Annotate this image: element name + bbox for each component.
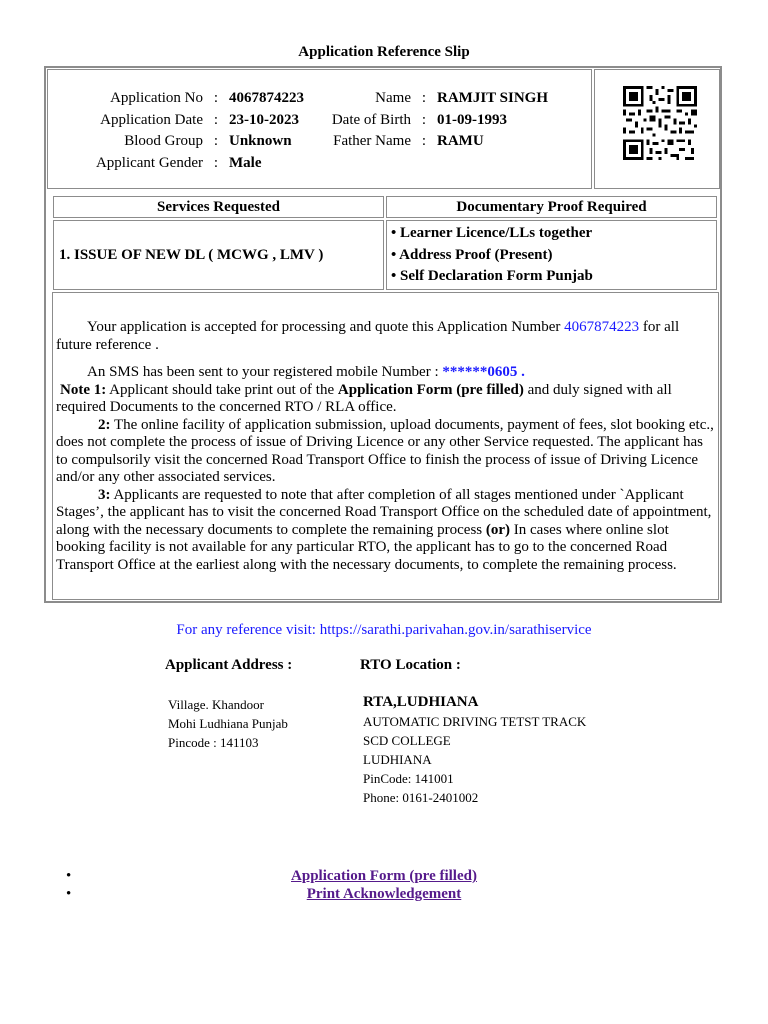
proof-header: Documentary Proof Required [386, 196, 717, 218]
applicant-info-left [48, 88, 304, 174]
address-line: Mohi Ludhiana Punjab [168, 716, 288, 731]
rto-line: Phone: 0161-2401002 [363, 790, 479, 805]
note1-label: Note 1: [60, 381, 107, 398]
note3-or: (or) [485, 521, 511, 538]
proof-item: • Learner Licence/LLs together [391, 225, 593, 241]
qr-code-icon [623, 86, 697, 160]
applicant-address [168, 695, 288, 752]
colon: : [421, 133, 427, 149]
slip-container [44, 66, 722, 603]
action-links [0, 868, 768, 904]
address-line: Village. Khandoor [168, 697, 264, 712]
gender-value: Male [229, 154, 262, 171]
father-name-label: Father Name [333, 133, 411, 149]
gender-label: Applicant Gender [95, 154, 203, 171]
service-requested: 1. ISSUE OF NEW DL ( MCWG , LMV ) [53, 220, 384, 290]
note1-paragraph [56, 382, 716, 417]
services-table [51, 192, 719, 290]
applicant-info-box [47, 69, 592, 189]
colon: : [213, 154, 219, 171]
rto-location-title: RTO Location : [360, 657, 461, 673]
message-box [52, 292, 719, 600]
note2-text: The online facility of application submission, upload documents, payment of fees, slot booking etc., does not complete the process of issue of Driving Licence or any other Service requested. The applicant has to compulsorily visit the concerned Road Transport Office to finish the process of issue of Driving Licence and/or any other associated services. [56, 416, 714, 485]
name-label: Name [375, 90, 411, 106]
services-header: Services Requested [53, 196, 384, 218]
colon: : [213, 90, 219, 106]
application-no-label: Application No [110, 90, 203, 106]
note1-text: Applicant should take print out of the [109, 381, 335, 398]
dob-value: 01-09-1993 [437, 111, 507, 128]
acceptance-text: Your application is accepted for processing and quote this Application Number [87, 319, 561, 335]
sms-number: ******0605 . [442, 364, 525, 380]
colon: : [421, 90, 427, 106]
rto-line: AUTOMATIC DRIVING TETST TRACK [363, 714, 587, 729]
page-title: Application Reference Slip [298, 44, 470, 60]
applicant-address-title: Applicant Address : [165, 657, 293, 673]
application-date-label: Application Date [100, 111, 203, 128]
sms-text: An SMS has been sent to your registered mobile Number : [87, 364, 439, 380]
application-no-value: 4067874223 [229, 90, 304, 106]
note1-tail: and duly signed with all required Documents to the concerned RTO / RLA office. [56, 381, 672, 415]
rto-line: SCD COLLEGE [363, 733, 451, 748]
note2-paragraph [56, 417, 716, 487]
qr-box [594, 69, 720, 189]
blood-group-label: Blood Group [124, 133, 203, 149]
print-acknowledgement-link[interactable]: Print Acknowledgement [306, 886, 462, 902]
proof-list [386, 220, 717, 290]
rto-name: RTA,LUDHIANA [363, 694, 479, 710]
note2-label: 2: [98, 416, 111, 433]
application-form-link[interactable]: Application Form (pre filled) [291, 868, 477, 884]
father-name-value: RAMU [437, 133, 484, 149]
acceptance-paragraph [56, 319, 716, 354]
note3-tail: In cases where online slot booking facility is not available for any particular RTO, the applicant has to go to the concerned Road Transport Office at the earliest along with the necessary documents, to complete the remaining process. [56, 521, 677, 573]
application-number-ref: 4067874223 [564, 319, 640, 335]
proof-item: • Self Declaration Form Punjab [391, 268, 593, 284]
colon: : [213, 111, 219, 128]
colon: : [421, 111, 427, 128]
dob-label: Date of Birth [331, 111, 411, 128]
sms-paragraph [56, 364, 716, 382]
note1-bold: Application Form (pre filled) [337, 381, 524, 398]
applicant-info-right [318, 88, 548, 153]
list-item [0, 868, 768, 886]
note3-label: 3: [98, 486, 111, 503]
application-date-value: 23-10-2023 [229, 111, 299, 128]
rto-line: LUDHIANA [363, 752, 432, 767]
message-text [56, 319, 716, 574]
name-value: RAMJIT SINGH [437, 90, 548, 106]
proof-item: • Address Proof (Present) [391, 246, 553, 263]
acceptance-tail: for all future reference . [56, 319, 680, 353]
address-line: Pincode : 141103 [168, 735, 259, 750]
note3-paragraph [56, 487, 716, 575]
list-item [0, 886, 768, 904]
bullet-icon: • [66, 886, 72, 902]
bullet-icon: • [66, 868, 72, 884]
reference-link-text: For any reference visit: https://sarathi.parivahan.gov.in/sarathiservice [176, 622, 592, 638]
colon: : [213, 133, 219, 149]
rto-line: PinCode: 141001 [363, 771, 454, 786]
note3-text: Applicants are requested to note that after completion of all stages mentioned under `Applicant Stages’, the applicant has to visit the concerned Road Transport Office on the scheduled date of appointment, along with the necessary documents to complete the remaining process [56, 486, 712, 538]
rto-location [363, 692, 586, 807]
blood-group-value: Unknown [229, 133, 292, 149]
